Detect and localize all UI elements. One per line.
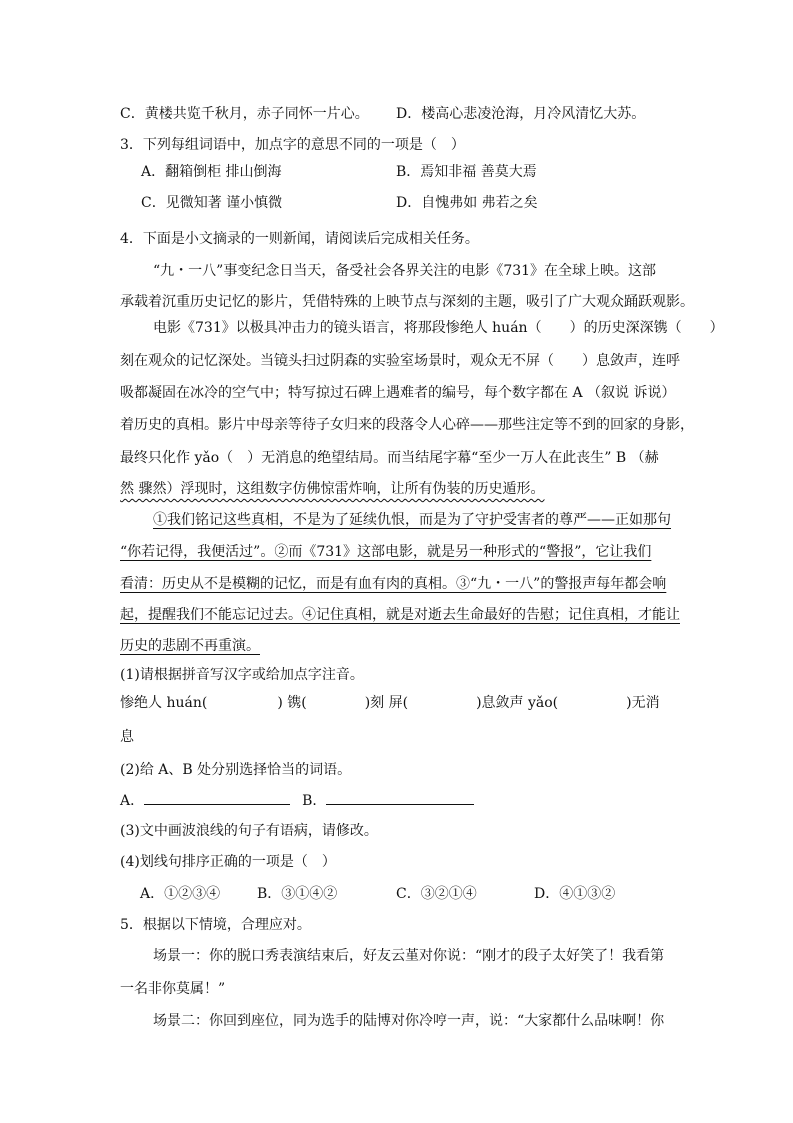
task-1-blank-huan-label: 惨绝人 huán(	[120, 695, 208, 711]
task-1-blank-yao-label: )息敛声 yǎo(	[476, 695, 559, 711]
task-1-wrap: 息	[120, 729, 134, 745]
underlined-sentence: “你若记得，我便活过”。②而《731》这部电影，就是另一种形式的“警报”，它让我们	[120, 544, 652, 560]
task-2-prompt: (2)给 A、B 处分别选择恰当的词语。	[120, 762, 352, 778]
task-1-fill-blanks	[120, 693, 660, 713]
news-paragraph-2-line-1: 电影《731》以极具冲击力的镜头语言，将那段惨绝人 huán（ ）的历史深深镌（ ）	[153, 320, 724, 336]
q2-option-d: D．楼高心悲凌沧海，月冷风清忆大苏。	[396, 106, 646, 122]
news-paragraph-2-line-5: 最终只化作 yǎo（ ）无消息的绝望结局。而当结尾字幕“至少一万人在此丧生” B （赫	[120, 450, 659, 466]
q5-scene-1-line-1: 场景一：你的脱口秀表演结束后，好友云堇对你说：“刚才的段子太好笑了！我看第	[153, 948, 665, 964]
task-2-blank-b[interactable]	[326, 790, 474, 805]
task-1-blank-bing-label: )刻 屏(	[364, 695, 409, 711]
task-2-label-a: A．	[120, 793, 145, 809]
task-4-option-a: A．①②③④	[140, 886, 221, 902]
task-4-prompt: (4)划线句排序正确的一项是（ ）	[120, 854, 336, 870]
q3-stem: 3．下列每组词语中，加点字的意思不同的一项是（ ）	[120, 137, 465, 153]
q3-option-d: D．自愧弗如 弗若之矣	[396, 195, 538, 211]
task-4-option-c: C．③②①④	[396, 886, 477, 902]
news-paragraph-3-line-4	[120, 605, 680, 625]
underlined-sentence: ①我们铭记这些真相，不是为了延续仇恨，而是为了守护受害者的尊严——正如那句	[153, 512, 671, 528]
news-paragraph-3-line-5	[120, 636, 260, 656]
q2-option-c: C．黄楼共览千秋月，赤子同怀一片心。	[120, 106, 369, 122]
task-1-blank-juan-label: ) 镌(	[277, 695, 307, 711]
news-paragraph-2-line-3: 吸都凝固在冰冷的空气中；特写掠过石碑上遇难者的编号，每个数字都在 A （叙说 诉说）	[120, 385, 676, 401]
news-paragraph-3-line-3	[120, 574, 666, 594]
task-2-blank-a[interactable]	[144, 790, 290, 805]
q3-option-b: B．焉知非福 善莫大焉	[396, 164, 537, 180]
news-paragraph-3-line-2	[120, 542, 651, 562]
q5-scene-1-line-2: 一名非你莫属！”	[120, 981, 226, 997]
q3-option-c: C．见微知著 谨小慎微	[141, 195, 283, 211]
task-3-prompt: (3)文中画波浪线的句子有语病，请修改。	[120, 823, 378, 839]
task-1-tail: )无消	[626, 695, 660, 711]
task-1-prompt: (1)请根据拼音写汉字或给加点字注音。	[120, 667, 364, 683]
q5-scene-2-line-1: 场景二：你回到座位，同为选手的陆博对你冷哼一声，说：“大家都什么品味啊！你	[153, 1013, 665, 1029]
news-paragraph-2-line-4: 着历史的真相。影片中母亲等待子女归来的段落令人心碎——那些注定等不到的回家的身影，	[120, 417, 694, 433]
underlined-sentence: 历史的悲剧不再重演。	[120, 638, 260, 654]
underlined-sentence: 起，提醒我们不能忘记过去。④记住真相，就是对逝去生命最好的告慰；记住真相，才能让	[120, 607, 680, 623]
news-paragraph-2-line-2: 刻在观众的记忆深处。当镜头扫过阴森的实验室场景时，观众无不屏（ ）息敛声，连呼	[120, 353, 680, 369]
news-paragraph-3-line-1	[153, 510, 671, 530]
news-paragraph-1-line-2: 承载着沉重历史记忆的影片，凭借特殊的上映节点与深刻的主题，吸引了广大观众踊跃观影。	[120, 294, 694, 310]
q5-stem: 5．根据以下情境，合理应对。	[120, 917, 311, 933]
task-4-option-b: B．③①④②	[257, 886, 338, 902]
wavy-underlined-sentence: 然 骤然）浮现时，这组数字仿佛惊雷炸响，让所有伪装的历史遁形。	[120, 481, 545, 497]
q4-stem: 4．下面是小文摘录的一则新闻，请阅读后完成相关任务。	[120, 231, 479, 247]
q3-option-a: A．翻箱倒柜 排山倒海	[141, 164, 282, 180]
task-2-label-b: B．	[302, 793, 327, 809]
news-paragraph-2-line-6	[120, 479, 544, 499]
news-paragraph-1-line-1: “九・一八”事变纪念日当天，备受社会各界关注的电影《731》在全球上映。这部	[153, 263, 657, 279]
task-4-option-d: D．④①③②	[534, 886, 616, 902]
task-2-answer-row	[120, 790, 474, 811]
underlined-sentence: 看清：历史从不是模糊的记忆，而是有血有肉的真相。③“九・一八”的警报声每年都会响	[120, 576, 667, 592]
